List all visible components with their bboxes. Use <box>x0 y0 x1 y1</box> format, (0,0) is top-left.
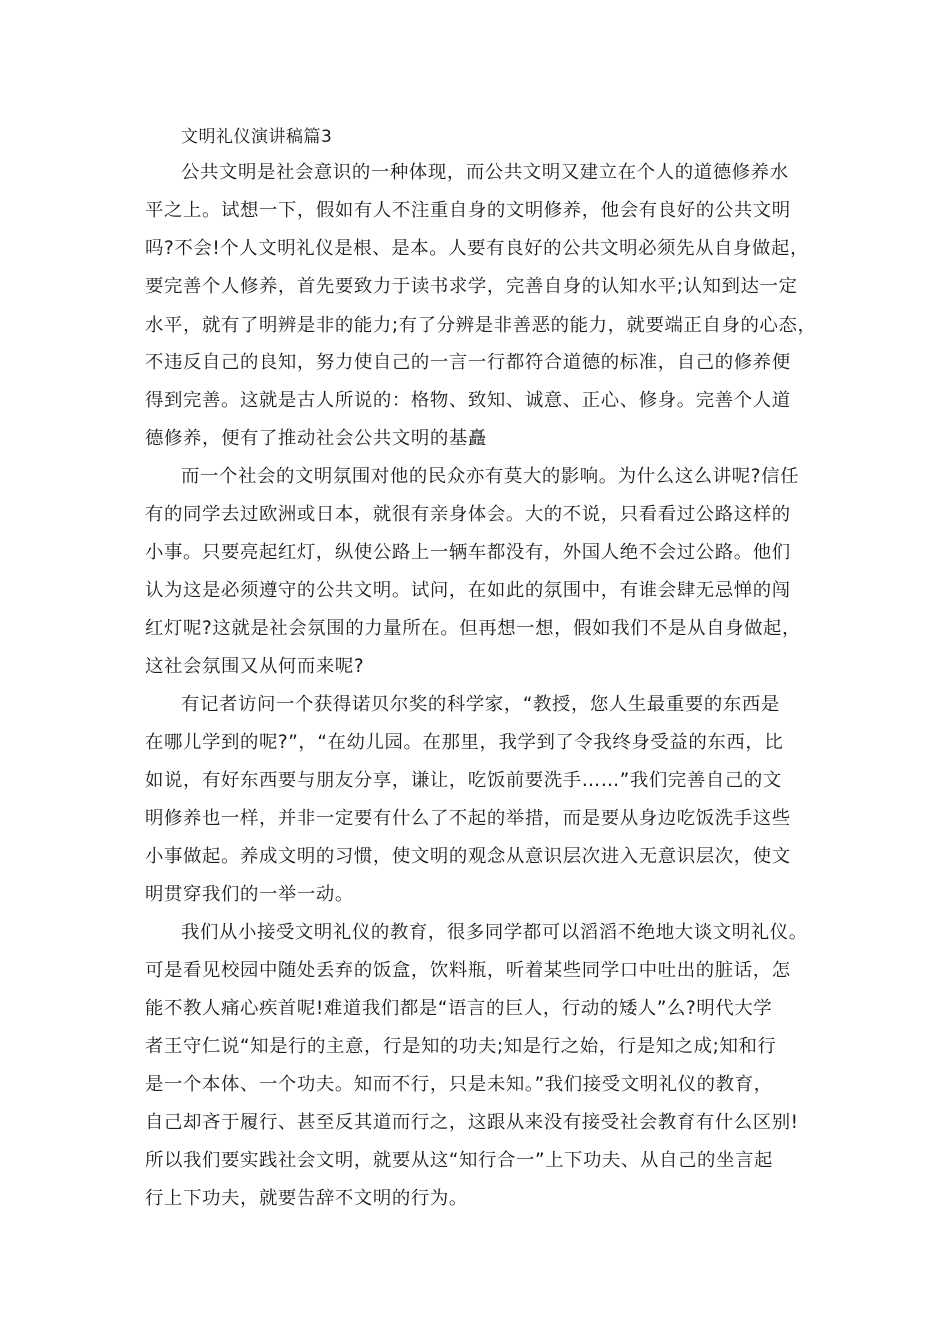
paragraph-4-line-4: 者王守仁说“知是行的主意，行是知的功夫;知是行之始，行是知之成;知和行 <box>145 1036 777 1057</box>
paragraph-1-line-1: 公共文明是社会意识的一种体现，而公共文明又建立在个人的道德修养水 <box>181 162 789 183</box>
paragraph-4-line-5: 是一个本体、一个功夫。知而不行，只是未知。”我们接受文明礼仪的教育， <box>145 1074 773 1095</box>
paragraph-2-line-2: 有的同学去过欧洲或日本，就很有亲身体会。大的不说，只看看过公路这样的 <box>145 504 791 525</box>
paragraph-4-line-2: 可是看见校园中随处丢弃的饭盒，饮料瓶，听着某些同学口中吐出的脏话，怎 <box>145 960 791 981</box>
paragraph-2-line-6: 这社会氛围又从何而来呢? <box>145 656 365 677</box>
paragraph-4-line-3: 能不教人痛心疾首呢!难道我们都是“语言的巨人，行动的矮人”么?明代大学 <box>145 998 773 1019</box>
paragraph-2-line-1: 而一个社会的文明氛围对他的民众亦有莫大的影响。为什么这么讲呢?信任 <box>181 466 800 487</box>
page-title: 文明礼仪演讲稿篇3 <box>181 127 333 147</box>
paragraph-2-line-4: 认为这是必须遵守的公共文明。试问，在如此的氛围中，有谁会肆无忌惮的闯 <box>145 580 791 601</box>
paragraph-2-line-3: 小事。只要亮起红灯，纵使公路上一辆车都没有，外国人绝不会过公路。他们 <box>145 542 791 563</box>
paragraph-3-line-6: 明贯穿我们的一举一动。 <box>145 884 354 905</box>
paragraph-3-line-2: 在哪儿学到的呢?”，“在幼儿园。在那里，我学到了令我终身受益的东西，比 <box>145 732 784 753</box>
paragraph-4-line-6: 自己却吝于履行、甚至反其道而行之，这跟从来没有接受社会教育有什么区别! <box>145 1112 799 1133</box>
paragraph-1-line-3: 吗?不会!个人文明礼仪是根、是本。人要有良好的公共文明必须先从自身做起， <box>145 238 810 259</box>
paragraph-2-line-5: 红灯呢?这就是社会氛围的力量所在。但再想一想，假如我们不是从自身做起， <box>145 618 802 639</box>
paragraph-4-line-1: 我们从小接受文明礼仪的教育，很多同学都可以滔滔不绝地大谈文明礼仪。 <box>181 922 808 943</box>
paragraph-3-line-3: 如说，有好东西要与朋友分享，谦让，吃饭前要洗手……”我们完善自己的文 <box>145 770 782 791</box>
paragraph-4-line-7: 所以我们要实践社会文明，就要从这“知行合一”上下功夫、从自己的坐言起 <box>145 1150 773 1171</box>
paragraph-1-line-2: 平之上。试想一下，假如有人不注重自身的文明修养，他会有良好的公共文明 <box>145 200 791 221</box>
paragraph-3-line-1: 有记者访问一个获得诺贝尔奖的科学家，“教授，您人生最重要的东西是 <box>181 694 780 715</box>
paragraph-4-line-8: 行上下功夫，就要告辞不文明的行为。 <box>145 1188 468 1209</box>
paragraph-1-line-5: 水平，就有了明辨是非的能力;有了分辨是非善恶的能力，就要端正自身的心态， <box>145 315 817 336</box>
paragraph-1-line-7: 得到完善。这就是古人所说的：格物、致知、诚意、正心、修身。完善个人道 <box>145 390 791 411</box>
paragraph-3-line-5: 小事做起。养成文明的习惯，使文明的观念从意识层次进入无意识层次，使文 <box>145 846 791 867</box>
paragraph-1-line-4: 要完善个人修养，首先要致力于读书求学，完善自身的认知水平;认知到达一定 <box>145 276 798 297</box>
paragraph-1-line-6: 不违反自己的良知，努力使自己的一言一行都符合道德的标准，自己的修养便 <box>145 352 791 373</box>
paragraph-3-line-4: 明修养也一样，并非一定要有什么了不起的举措，而是要从身边吃饭洗手这些 <box>145 808 791 829</box>
paragraph-1-line-8: 德修养，便有了推动社会公共文明的基矗 <box>145 428 487 449</box>
